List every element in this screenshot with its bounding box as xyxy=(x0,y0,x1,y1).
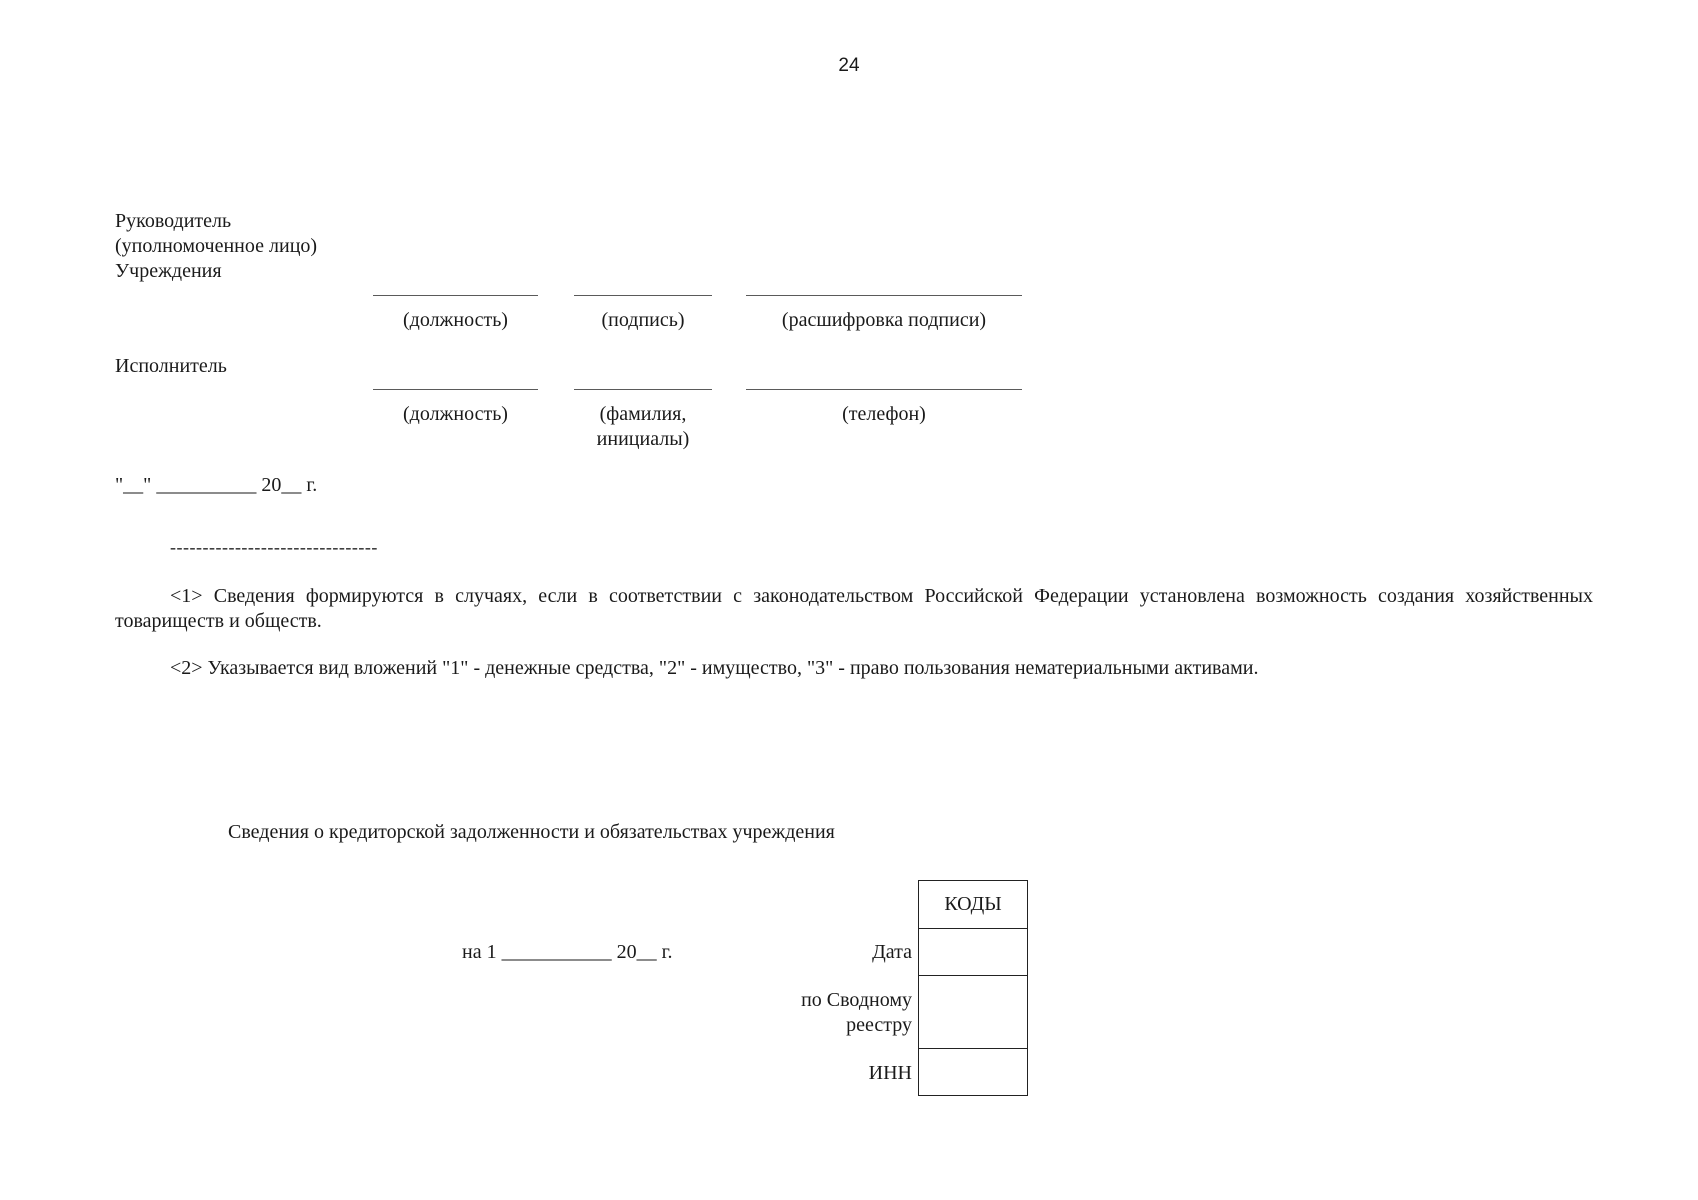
executor-position-line[interactable] xyxy=(373,389,538,390)
codes-table xyxy=(918,880,1028,1096)
head-signature-caption: (подпись) xyxy=(601,309,685,331)
head-position-caption: (должность) xyxy=(403,309,508,331)
codes-label-registry-2: реестру xyxy=(846,1014,912,1036)
page-number: 24 xyxy=(838,55,860,76)
executor-name-caption-2: инициалы) xyxy=(596,428,690,450)
executor-phone-line[interactable] xyxy=(746,389,1022,390)
codes-cell-inn[interactable] xyxy=(919,1049,1027,1096)
footnote-1: <1> Сведения формируются в случаях, если в соответствии с законодательством Российской Федерации установлена возможность создания хозяйственных товариществ и обществ. xyxy=(115,585,1593,632)
section-title: Сведения о кредиторской задолженности и обязательствах учреждения xyxy=(228,821,835,843)
signature-date-line: "__" __________ 20__ г. xyxy=(115,474,318,496)
head-position-line[interactable] xyxy=(373,295,538,296)
codes-cell-date[interactable] xyxy=(919,929,1027,976)
executor-phone-caption: (телефон) xyxy=(842,403,926,425)
codes-label-inn: ИНН xyxy=(868,1062,912,1084)
as-of-date: на 1 ___________ 20__ г. xyxy=(462,941,673,963)
executor-name-caption-1: (фамилия, xyxy=(599,403,687,425)
head-label-line-3: Учреждения xyxy=(115,260,222,282)
footnote-2: <2> Указывается вид вложений "1" - денежные средства, "2" - имущество, "3" - право пользования нематериальными активами. xyxy=(170,657,1259,679)
codes-label-registry-1: по Сводному xyxy=(801,989,912,1011)
executor-position-caption: (должность) xyxy=(403,403,508,425)
head-label-line-2: (уполномоченное лицо) xyxy=(115,235,318,257)
codes-cell-registry[interactable] xyxy=(919,976,1027,1049)
head-decoding-line[interactable] xyxy=(746,295,1022,296)
footnote-separator: -------------------------------- xyxy=(170,537,378,557)
executor-label: Исполнитель xyxy=(115,355,227,377)
head-decoding-caption: (расшифровка подписи) xyxy=(781,309,987,331)
codes-label-date: Дата xyxy=(872,941,912,963)
head-signature-line[interactable] xyxy=(574,295,712,296)
head-label-line-1: Руководитель xyxy=(115,210,232,232)
codes-header: КОДЫ xyxy=(919,881,1027,929)
executor-name-line[interactable] xyxy=(574,389,712,390)
